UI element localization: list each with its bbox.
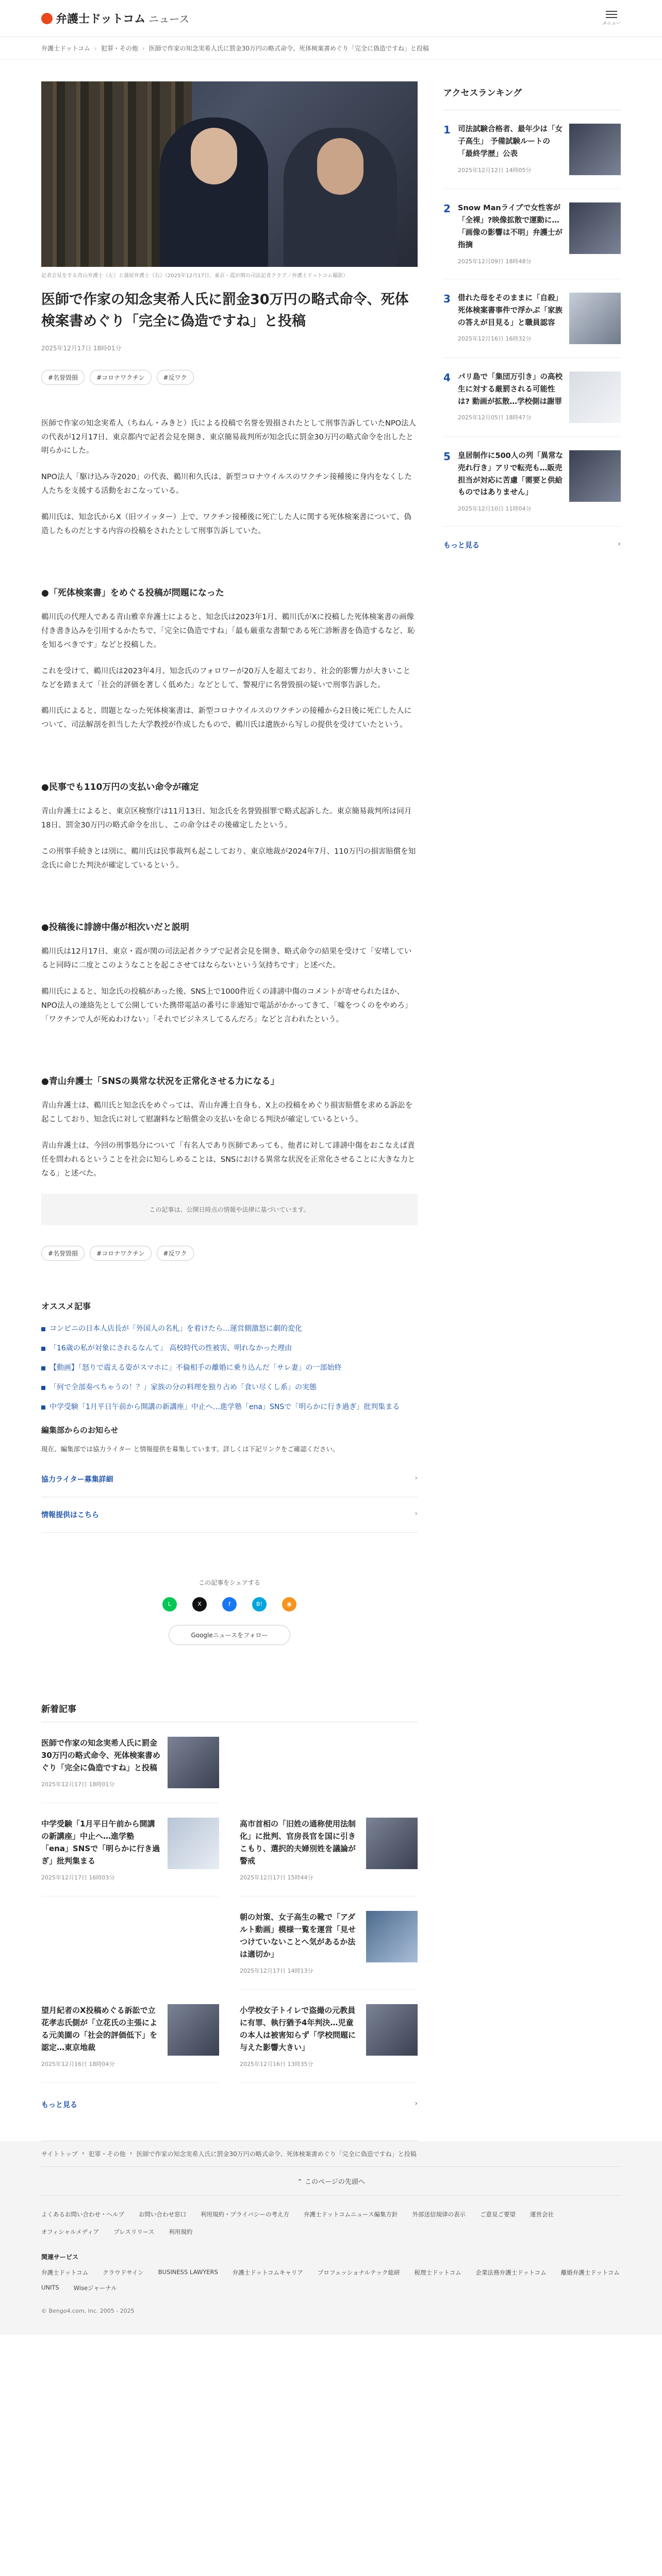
ranking-thumbnail [569,293,621,344]
share-label: この記事をシェアする [198,1579,260,1586]
sidebar [443,60,621,2141]
ranking-more-link[interactable] [443,540,621,550]
section-heading: ●青山弁護士「SNSの異常な状況を正常化させる力になる」 [41,1076,279,1087]
section-heading: ●民事でも110万円の支払い命令が確定 [41,782,199,793]
chevron-right-icon: › [129,2149,133,2157]
more-label: もっと見る [443,541,479,550]
article-tags [41,370,418,385]
ranking-date: 2025年12月05日 18時47分 [458,414,532,421]
new-articles-heading: 新着記事 [41,1702,418,1722]
ranking-number: 3 [443,292,451,305]
image-caption: 記者会見をする青山弁護士（左）と蒲原弁護士（右）（2025年12月17日、東京・霞が関の司法記者クラブ／弁護士ドットコム撮影） [41,273,349,279]
new-article-item[interactable] [240,1896,418,1990]
ranking-item[interactable] [443,358,621,437]
ranking-number: 4 [443,371,451,384]
info-submit-link[interactable] [41,1497,418,1533]
footer-link[interactable]: ご意見ご要望 [479,2210,516,2218]
brand-name: 弁護士ドットコム [56,13,146,26]
ranking-title: パリ島で「集団万引き」の高校生に対する厳罰される可能性は? 動画が拡散…学校側は謝罪 [458,372,562,406]
new-articles-more-link[interactable] [41,2083,418,2141]
recommend-heading: オススメ記事 [41,1301,91,1312]
service-link[interactable]: プロフェッショナルテック総研 [317,2268,400,2276]
services-heading: 関連サービス [41,2253,79,2261]
article-body [41,417,418,1181]
paragraph: 鵜川氏は12月17日、東京・霞が関の司法記者クラブで記者会見を開き、略式命令の結果を受けて「安堵していると同時に二度とこのようなことを起こさせてはならないという気持ちです」と述べた。 [41,947,412,970]
new-article-title: 高市首相の「旧姓の通称使用法制化」に批判、官房長官を国に引きこもり、選択的夫婦別姓を議論が警戒 [240,1819,356,1866]
brand-suffix: ニュース [148,13,190,25]
new-article-item[interactable] [41,1803,219,1896]
new-article-date: 2025年12月17日 14時13分 [240,1967,313,1974]
tag-link[interactable]: #コロナワクチン [90,1246,151,1261]
chevron-right-icon: › [618,540,621,549]
more-label: もっと見る [41,2100,77,2109]
footer-link[interactable]: よくあるお問い合わせ・ヘルプ [41,2210,124,2218]
footer-link[interactable]: 利用規約・プライバシーの考え方 [201,2210,289,2218]
service-link[interactable]: クラウドサイン [103,2268,144,2276]
new-article-item[interactable] [240,1803,418,1896]
recommend-item[interactable]: 【動画】「怒りで震える姿がスマホに」不倫相手の離婚に乗り込んだ「サレ妻」の一部始終 [41,1362,418,1375]
footer-breadcrumb [41,2141,621,2167]
ranking-item[interactable] [443,189,621,279]
chevron-right-icon: › [142,44,145,52]
ranking-number: 5 [443,450,451,463]
service-link[interactable]: 弁護士ドットコム [41,2268,89,2276]
writer-recruit-link[interactable] [41,1462,418,1497]
services-links [41,2268,621,2292]
footer-link[interactable]: 弁護士ドットコムニュース編集方針 [303,2210,398,2218]
menu-button[interactable] [602,11,621,26]
recommend-item[interactable]: コンビニの日本人店長が「外国人の名札」を着けたら…運営側激怒に劇的変化 [41,1323,418,1335]
service-link[interactable]: BUSINESS LAWYERS [158,2268,218,2276]
breadcrumb-current: 医師で作家の知念実希人氏に罰金30万円の略式命令、死体検案書めぐり「完全に偽造ですね」と投稿 [148,45,429,52]
chevron-right-icon: › [415,2099,418,2108]
breadcrumb-home[interactable]: サイトトップ [41,2150,78,2158]
service-link[interactable]: 離婚弁護士ドットコム [560,2268,620,2276]
article-hero-image [41,81,418,267]
ranking-item[interactable] [443,279,621,358]
paragraph: この刑事手続きとは別に、鵜川氏は民事裁判も起こしており、東京地裁が2024年7月、110万円の損害賠償を知念氏に命じた判決が確定しているという。 [41,847,416,870]
new-article-title: 朝の対策、女子高生の靴で「アダルト動画」模様一覧を運営「見せつけていないことへ気があるか法は適切か」 [240,1912,356,1959]
new-article-thumbnail [168,1737,219,1788]
new-article-thumbnail [366,1818,418,1869]
recommend-item[interactable]: 「何で全部奏ぺちゃうの！？」家族の分の料理を独り占め「食い尽くし系」の実態 [41,1382,418,1394]
new-article-item[interactable] [41,1722,219,1803]
article-tags-bottom [41,1246,418,1261]
service-link[interactable]: 企業法務弁護士ドットコム [475,2268,547,2276]
chevron-right-icon: › [415,1473,418,1482]
ranking-date: 2025年12月10日 11時04分 [458,505,532,513]
link-label: 協力ライター募集詳細 [41,1475,113,1484]
new-article-date: 2025年12月16日 18時04分 [41,2060,115,2067]
section-heading: ●「死体検案書」をめぐる投稿が問題になった [41,588,224,599]
ranking-number: 2 [443,202,451,215]
article-notice: この記事は、公開日時点の情報や法律に基づいています。 [41,1194,418,1225]
ranking-thumbnail [569,371,621,423]
site-logo[interactable] [41,10,189,26]
new-article-date: 2025年12月16日 13時35分 [240,2060,313,2067]
link-label: 情報提供はこちら [41,1511,99,1519]
breadcrumb [0,37,662,60]
new-article-title: 中学受験「1月平日午前から開講の新講座」中止へ…進学塾「ena」SNSで「明らかに行き過ぎ」批判集まる [41,1819,160,1866]
new-article-thumbnail [168,2004,219,2056]
new-article-thumbnail [366,1911,418,1962]
paragraph: 青山弁護士によると、東京区検察庁は11月13日、知念氏を名誉毀損罪で略式起訴した。東京簡易裁判所は同月18日、罰金30万円の略式命令を出し、この命令はその後確定したという。 [41,807,412,829]
ranking-item[interactable] [443,437,621,527]
footer-link[interactable]: オフィシャルメディア [41,2228,100,2235]
tag-link[interactable]: #名誉毀損 [41,1246,85,1261]
paragraph: 鵜川氏によると、知念氏の投稿があった後、SNS上で1000件近くの誹謗中傷のコメントが寄せられたほか、NPO法人の連絡先として公開していた携帯電話の番号に非通知で電話がかかってきて、「嘘をつくのをやめろ」「ワクチンで人が死ぬわけない」「それでビジネスしてるんだろ」などと言われたという。 [41,987,412,1024]
editor-notice-text: 現在、編集部では協力ライター と情報提供を募集しています。詳しくは下記リンクをご確認ください。 [41,1445,339,1453]
service-link[interactable]: UNITS [41,2283,59,2291]
article-main [41,60,418,2141]
article-date: 2025年12月17日 18時01分 [41,344,122,352]
new-article-item[interactable] [41,1990,219,2083]
section-heading: ●投稿後に誹謗中傷が相次いだと説明 [41,922,189,933]
paragraph: これを受けて、鵜川氏は2023年4月、知念氏のフォロワーが20万人を超えており、社会的影響力が大きいことなどを踏まえて「社会的評価を著しく低めた」などとして、警視庁に名誉毀損の疑いで刑事告訴した。 [41,667,411,689]
x-icon[interactable]: X [192,1597,207,1612]
paragraph: 鵜川氏によると、問題となった死体検案書は、新型コロナウイルスのワクチンの接種から2日後に死亡した人について、司法解剖を担当した大学教授が作成したもので、鵜川氏は遺族から写しの提供を受けていたという。 [41,707,412,730]
rss-icon[interactable]: ◉ [282,1597,296,1612]
new-article-item[interactable] [240,1990,418,2083]
paragraph: 青山弁護士は、鵜川氏と知念氏をめぐっては、青山弁護士自身も、X上の投稿をめぐり損害賠償を求める訴訟を起こしており、知念氏に対して慰謝料など賠償金の支払いを命じる判決が確定しているという。 [41,1101,413,1124]
chevron-right-icon: › [415,1509,418,1518]
breadcrumb-category[interactable]: 犯罪・その他 [88,2150,126,2158]
ranking-thumbnail [569,124,621,175]
paragraph: 医師で作家の知念実希人（ちねん・みきと）氏による投稿で名誉を毀損されたとして刑事告訴していたNPO法人の代表が12月17日、東京都内で記者会見を開き、東京簡易裁判所が知念氏に罰金30万円の略式命令を出したと明らかにした。 [41,419,416,455]
ranking-date: 2025年12月09日 18時48分 [458,258,532,265]
recommend-item[interactable]: 「16歳の私が対象にされるなんて」 高校時代の性被害、明れなかった理由 [41,1343,418,1355]
footer-link[interactable]: 利用規約 [169,2228,193,2235]
new-article-title: 望月紀者のX投稿めぐる訴訟で立花孝志氏側が「立花氏の主張による元美園の「社会的評価低下」を認定…東京地裁 [41,2005,158,2052]
new-article-date: 2025年12月17日 16時03分 [41,1874,115,1881]
new-article-title: 小学校女子トイレで盗撮の元教員に有罪、執行猶予4年判決…児童の本人は被害知らず「学校問題に与えた影響大きい」 [240,2005,356,2052]
back-to-top-label: このページの先頭へ [305,2178,365,2186]
footer-link[interactable]: 運営会社 [529,2210,554,2218]
ranking-thumbnail [569,202,621,254]
footer-link[interactable]: お問い合わせ窓口 [139,2210,186,2218]
new-article-thumbnail [168,1818,219,1869]
paragraph: 鵜川氏は、知念氏からX（旧ツイッター）上で、ワクチン接種後に死亡した人に関する死体検案書について、偽造したものだとする内容の投稿をされたとして刑事告訴していた。 [41,513,411,535]
breadcrumb-category[interactable]: 犯罪・その他 [101,45,138,52]
site-header [0,0,662,37]
paragraph: 鵜川氏の代理人である青山雅幸弁護士によると、知念氏は2023年1月、鵜川氏がXに投稿した死体検案書の画像付き書き込みを引用するかたちで、「完全に偽造ですね」「最も厳重な書類である死亡診断書を偽造するなど、恥を知るべきです」などと投稿した。 [41,613,415,649]
site-footer [0,2141,662,2335]
hatena-icon[interactable]: B! [252,1597,267,1612]
new-article-thumbnail [366,2004,418,2056]
chevron-right-icon: › [81,2149,85,2157]
service-link[interactable]: 弁護士ドットコムキャリア [232,2268,303,2276]
service-link[interactable]: 税理士ドットコム [414,2268,461,2276]
new-article-title: 医師で作家の知念実希人氏に罰金30万円の略式命令、死体検案書めぐり「完全に偽造ですね」と投稿 [41,1738,160,1772]
breadcrumb-home[interactable]: 弁護士ドットコム [41,45,91,52]
chevron-right-icon: › [94,44,97,52]
tag-link[interactable]: #反ワク [157,370,194,385]
paragraph: NPO法人「駆け込み寺2020」の代表、鵜川和久氏は、新型コロナウイルスのワクチン接種後に身内をなくした人たちを支援する活動をおこなっている。 [41,473,412,495]
tag-link[interactable]: #反ワク [157,1246,194,1261]
ranking-title: 皇居制作に500人の列「異常な売れ行き」アリで転売も…販売担当が対応に苦慮「需要と供給ものではありません」 [458,451,564,497]
editor-notice-heading: 編集部からのお知らせ [41,1426,119,1435]
menu-label: メニュー [602,21,621,26]
ranking-title: Snow Manライブで女性客が「全裸」?映像拡散で運動に…「画像の影響は不明」弁護士が指摘 [458,204,562,249]
ranking-date: 2025年12月12日 14時05分 [458,166,532,174]
ranking-title: 借れた母をそのままに「自殺」死体検案書事件で浮かぶ「家族の答えが目見る」と職員認容 [458,294,562,327]
footer-link[interactable]: 外部送信規律の表示 [412,2210,466,2218]
new-articles-grid [41,1722,418,2083]
service-link[interactable]: Wiseジャーナル [73,2284,117,2292]
ranking-number: 1 [443,124,451,136]
hamburger-icon [606,11,617,18]
recommend-list [41,1323,418,1413]
share-section [41,1578,418,1645]
ranking-title: 司法試験合格者、最年少は「女子高生」 予備試験ルートの「最終学歴」公表 [458,125,562,158]
ranking-date: 2025年12月16日 16時32分 [458,335,532,343]
line-icon[interactable]: L [162,1597,177,1612]
back-to-top-link[interactable] [41,2167,621,2196]
article-title: 医師で作家の知念実希人氏に罰金30万円の略式命令、死体検案書めぐり「完全に偽造ですね」と投稿 [41,292,409,329]
recommend-item[interactable]: 中学受験「1月平日午前から開講の新講座」中止へ…進学塾「ena」SNSで「明らかに行き過ぎ」批判集まる [41,1401,418,1414]
tag-link[interactable]: #名誉毀損 [41,370,85,385]
paragraph: 青山弁護士は、今回の刑事処分について「有名人であり医師であっても、他者に対して誹謗中傷をおこなえば責任を問われるということを社会に知らしめることは、SNSにおける異常な状況を正常化させることに大きな力となる」と述べた。 [41,1142,416,1178]
copyright: © Bengo4.com, Inc. 2005 - 2025 [41,2307,135,2314]
tag-link[interactable]: #コロナワクチン [90,370,151,385]
ranking-item[interactable] [443,110,621,189]
ranking-heading: アクセスランキング [443,86,621,110]
footer-links [41,2196,621,2246]
logo-mark-icon [41,13,53,24]
footer-link[interactable]: プレスリリース [113,2228,155,2235]
google-news-follow-button[interactable]: Googleニュースをフォロー [169,1625,290,1645]
ranking-thumbnail [569,450,621,502]
breadcrumb-current: 医師で作家の知念実希人氏に罰金30万円の略式命令、死体検案書めぐり「完全に偽造ですね」と投稿 [136,2150,417,2158]
chevron-up-icon: ⌃ [297,2178,305,2186]
facebook-icon[interactable]: f [222,1597,237,1612]
new-article-date: 2025年12月17日 18時01分 [41,1781,115,1788]
new-article-date: 2025年12月17日 15時44分 [240,1874,313,1881]
